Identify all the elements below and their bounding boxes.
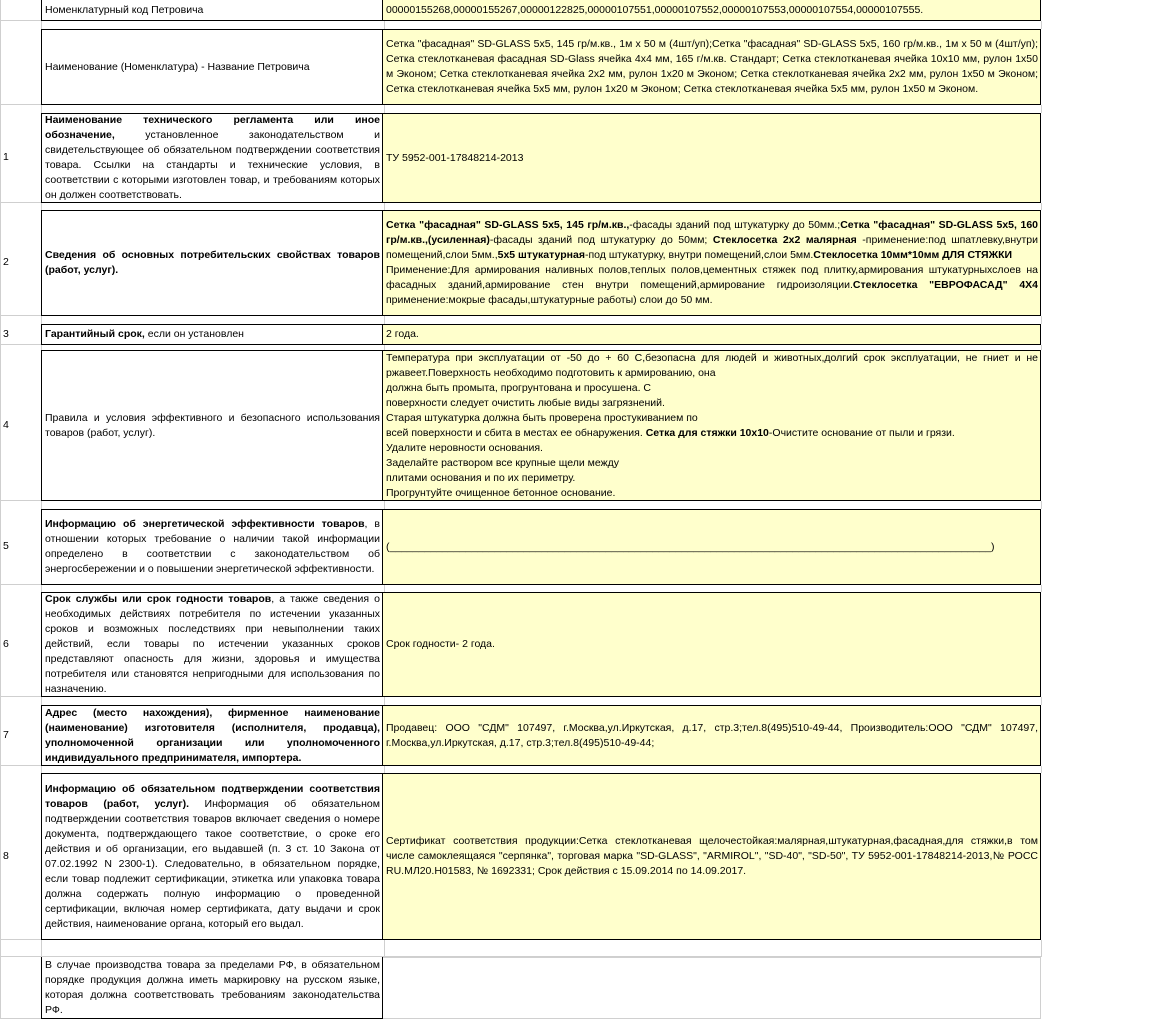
value-cell[interactable] [383, 957, 1041, 1019]
label-text: если он установлен [144, 328, 244, 340]
row-foreign-production [0, 957, 1041, 1019]
shelf-life-value: Срок годности- 2 года. [386, 638, 495, 650]
value-cell[interactable] [383, 113, 1041, 203]
value-text: -Очистите основание от пыли и грязи. [768, 426, 955, 439]
value-cell[interactable] [383, 509, 1041, 585]
row-2-consumer-properties [0, 210, 1041, 316]
row-number-cell[interactable] [0, 592, 41, 697]
value-line: Прогрунтуйте очищенное бетонное основание. [386, 486, 616, 499]
value-cell[interactable] [383, 210, 1041, 316]
value-cell[interactable] [383, 324, 1041, 345]
product-screed-mesh: Сетка для стяжки 10х10 [645, 426, 769, 439]
product-name-value: Сетка "фасадная" SD-GLASS 5х5, 145 гр/м.кв., 1м х 50 м (4шт/уп);Сетка "фасадная" SD-GLASS 5х5, 160 гр/м.кв., 1м х 50 м (4шт/уп); Сетка стеклотканевая фасадная SD-Glass ячейка 4х4 мм, 165 г/м.кв. Стандарт; Сетка стеклотканевая ячейка 10х10 мм, рулон 1х50 м Эконом; Сетка стеклотканевая ячейка 2х2 мм, рулон 1х20 м Эконом; Сетка стеклотканевая ячейка 2х2 мм, рулон 1х50 м Эконом; Сетка стеклотканевая ячейка 5х5 мм, рулон 1х20 м Эконом; Сетка стеклотканевая ячейка 5х5 мм, рулон 1х50 м Эконом. [386, 38, 1038, 95]
product-mesh-10x10: Стеклосетка 10мм*10мм ДЛЯ СТЯЖКИ [813, 249, 1013, 261]
technical-regulation-value: ТУ 5952-001-17848214-2013 [386, 151, 524, 164]
value-cell[interactable] [383, 350, 1041, 501]
product-mesh-2x2: Стеклосетка 2х2 малярная [712, 234, 857, 246]
value-cell[interactable] [383, 705, 1041, 766]
empty-row [0, 697, 1041, 705]
label-cell[interactable] [41, 509, 383, 585]
row-number: 7 [3, 728, 9, 741]
label-bold: Информацию об обязательном подтверждении соответствия товаров (работ, услуг). [45, 782, 380, 810]
empty-row [0, 203, 1041, 210]
label-cell[interactable] [41, 592, 383, 697]
label-cell[interactable] [41, 324, 383, 345]
label-cell[interactable] [41, 350, 383, 501]
label-bold: Адрес (место нахождения), фирменное наименование (наименование) изготовителя (исполнителя, продавца), уполномоченной организации или уполномоченного индивидуального предпринимателя, импортера. [45, 706, 380, 764]
value-text: -фасады зданий под штукатурку до 50мм; [489, 234, 713, 246]
label-cell[interactable] [41, 0, 383, 21]
product-facade-145: Сетка "фасадная" SD-GLASS 5х5, 145 гр/м.кв., [386, 219, 630, 231]
warranty-value: 2 года. [386, 328, 419, 340]
row-number: 1 [3, 151, 9, 163]
row-1-technical-regulation [0, 113, 1041, 203]
nomenclature-code-label: Номенклатурный код Петровича [45, 3, 204, 16]
value-text: -применение:под шпатлевку,внутри помещений,слои 5мм., [386, 234, 1038, 261]
foreign-production-label: В случае производства товара за пределами РФ, в обязательном порядке продукция должна иметь маркировку на русском языке, которая должна соответствовать требованиям законодательства РФ. [45, 958, 380, 1016]
row-5-energy-efficiency [0, 509, 1041, 585]
value-line: плитами основания и по их периметру. [386, 471, 576, 484]
row-number: 2 [3, 256, 9, 268]
row-4-usage-rules [0, 350, 1041, 501]
value-text: всей поверхности и сбита в местах ее обнаружения. [386, 426, 646, 439]
manufacturer-address-value: Продавец: ООО "СДМ" 107497, г.Москва,ул.Иркутская, д.17, стр.3;тел.8(495)510-49-44, Производитель:ООО "СДМ" 107497, г.Москва,ул.Иркутская, д.17, стр.3;тел.8(495)510-49-44; [386, 721, 1038, 749]
row-number-cell[interactable] [0, 0, 41, 21]
label-bold: Наименование технического регламента или иное обозначение, [45, 114, 380, 141]
row-number: 3 [3, 327, 9, 340]
row-number: 5 [3, 540, 9, 552]
row-number-cell[interactable] [0, 773, 41, 940]
value-line: должна быть промыта, прогрунтована и просушена. С [386, 381, 652, 394]
empty-row [0, 940, 1041, 957]
row-number: 4 [3, 418, 9, 431]
empty-row [0, 105, 1041, 113]
value-cell[interactable] [383, 773, 1041, 940]
row-8-certification [0, 773, 1041, 940]
label-bold: Сведения об основных потребительских свойствах товаров (работ, услуг). [45, 249, 380, 276]
label-text: , в отношении которых требование о наличии такой информации определено в соответствии с законодательством об энергосбережении и о повышении энергетической эффективности. [45, 518, 380, 575]
empty-row [0, 766, 1041, 773]
value-text: -фасады зданий под штукатурку до 50мм.; [629, 219, 841, 231]
row-number-cell[interactable] [0, 957, 41, 1019]
label-cell[interactable] [41, 29, 383, 105]
row-6-shelf-life [0, 592, 1041, 697]
label-bold: Срок службы или срок годности товаров [45, 593, 272, 605]
value-text: применение:мокрые фасады,штукатурные работы) слои до 50 мм. [386, 294, 713, 306]
value-line: Температура при эксплуатации от -50 до + 60 С,безопасна для людей и животных,долгий срок эксплуатации, не гниет и не ржавеет.Поверхность необходимо подготовить к армированию, она [386, 351, 1038, 379]
row-number: 6 [3, 637, 9, 650]
product-mesh-5x5: 5х5 штукатурная [497, 249, 585, 261]
label-cell[interactable] [41, 773, 383, 940]
label-cell[interactable] [41, 705, 383, 766]
value-text: Применение:Для армирования наливных полов,теплых полов,цементных стяжек под плитку,армирования штукатурныхслоев на фасадных зданий,армирование стен внутри помещений,армирование гидроизоляции. [386, 264, 1038, 291]
label-text: установленное законодательством и свидетельствующее об обязательном подтверждении соответствия товара. Ссылки на стандарты и технические условия, в соответствии с которыми изготовлен товар, и требованиям которых он должен соответствовать. [45, 129, 380, 201]
value-cell[interactable] [383, 0, 1041, 21]
certification-value: Сертификат соответствия продукции:Сетка стеклотканевая щелочестойкая:малярная,штукатурная,фасадная,для стяжки,в том числе самоклеящаяся "серпянка", торговая марка "SD-GLASS", "ARMIROL", "SD-40", "SD-50", ТУ 5952-001-17848214-2013,№ РОСС RU.МЛ20.Н01583, № 1692331; Срок действия с 15.09.2014 по 14.09.2017. [386, 835, 1038, 877]
empty-row [0, 21, 1041, 29]
row-7-manufacturer-address [0, 705, 1041, 766]
row-number-cell[interactable] [0, 509, 41, 585]
empty-row [0, 316, 1041, 324]
energy-efficiency-value: (_______________________________________________________________________________________________________) [386, 540, 995, 553]
label-cell[interactable] [41, 113, 383, 203]
row-number-cell[interactable] [0, 350, 41, 501]
row-number-cell[interactable] [0, 113, 41, 203]
value-line: Старая штукатурка должна быть проверена простукиванием по [386, 411, 698, 424]
product-name-label: Наименование (Номенклатура) - Название Петровича [45, 60, 310, 73]
empty-row [0, 585, 1041, 592]
value-line: поверхности следует очистить любые виды загрязнений. [386, 396, 665, 409]
label-text: Информация об обязательном подтверждении соответствия товаров включает сведения о номере документа, подтверждающего такое соответствие, о сроке его действия и об организации, его выдавшей (п. 3 ст. 10 Закона от 07.02.1992 N 2300-1). Следовательно, в обязательном порядке, если товар подлежит сертификации, этикетка или упаковка товара должна содержать полную информацию о проведенной сертификации, включая номер сертификата, дату выдачи и срок действия, наименование органа, который его выдал. [45, 797, 380, 930]
row-number-cell[interactable] [0, 29, 41, 105]
row-nomenclature-code [0, 0, 1041, 21]
value-line: Удалите неровности основания. [386, 441, 543, 454]
label-bold: Информацию об энергетической эффективности товаров [45, 518, 365, 530]
row-number-cell[interactable] [0, 210, 41, 316]
usage-rules-label: Правила и условия эффективного и безопасного использования товаров (работ, услуг). [45, 411, 380, 439]
label-bold: Гарантийный срок, [45, 328, 145, 340]
value-cell[interactable] [383, 592, 1041, 697]
value-cell[interactable] [383, 29, 1041, 105]
empty-row [0, 501, 1041, 509]
row-3-warranty [0, 324, 1041, 345]
row-number: 8 [3, 849, 9, 862]
value-line: Заделайте раствором все крупные щели между [386, 456, 620, 469]
product-eurofacade: Стеклосетка "ЕВРОФАСАД" 4Х4 [852, 279, 1038, 291]
value-text: -под штукатурку, внутри помещений,слои 5мм. [584, 249, 814, 261]
product-facade-160: Сетка "фасадная" SD-GLASS 5х5, 160 гр/м.кв.,(усиленная) [386, 219, 1039, 246]
label-cell[interactable] [41, 957, 383, 1019]
label-cell[interactable] [41, 210, 383, 316]
label-text: , а также сведения о необходимых действиях потребителя по истечении указанных сроков и возможных последствиях при невыполнении таких действий, если товары по истечении указанных сроков представляют опасность для жизни, здоровья и имущества потребителя или становятся непригодными для использования по назначению. [45, 593, 381, 695]
row-number-cell[interactable] [0, 705, 41, 766]
row-number-cell[interactable] [0, 324, 41, 345]
nomenclature-code-value: 00000155268,00000155267,00000122825,00000107551,00000107552,00000107553,00000107554,00000107555. [386, 3, 924, 16]
value-line [386, 426, 1038, 441]
row-product-name [0, 29, 1041, 105]
